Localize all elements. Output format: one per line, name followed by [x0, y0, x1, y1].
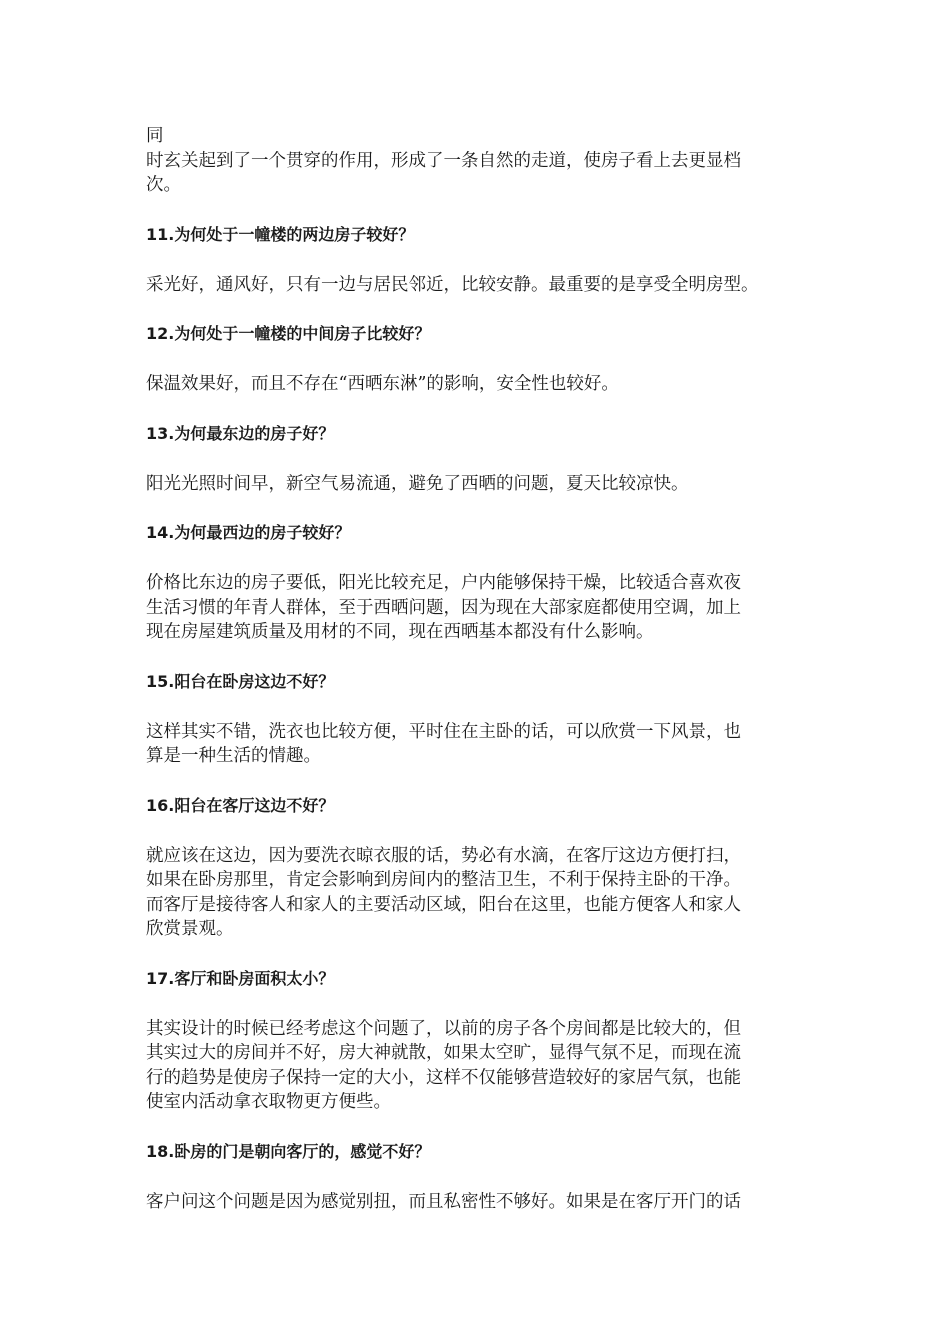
text-line: 价格比东边的房子要低，阳光比较充足，户内能够保持干燥，比较适合喜欢夜	[146, 573, 741, 593]
section-paragraph-14	[146, 571, 816, 645]
section-heading-15: 15.阳台在卧房这边不好？	[146, 671, 335, 691]
text-line: 如果在卧房那里，肯定会影响到房间内的整洁卫生，不利于保持主卧的干净。	[146, 870, 741, 890]
text-line: 时玄关起到了一个贯穿的作用，形成了一条自然的走道，使房子看上去更显档	[146, 150, 741, 171]
text-line: 欣赏景观。	[146, 919, 234, 939]
text-line: 算是一种生活的情趣。	[146, 746, 321, 766]
section-paragraph-15	[146, 720, 816, 769]
section-heading-18: 18.卧房的门是朝向客厅的，感觉不好？	[146, 1141, 431, 1161]
text-line: 就应该在这边，因为要洗衣晾衣服的话，势必有水滴，在客厅这边方便打扫，	[146, 845, 741, 866]
text-line: 生活习惯的年青人群体，至于西晒问题，因为现在大部家庭都使用空调，加上	[146, 597, 741, 618]
text-line: 客户问这个问题是因为感觉别扭，而且私密性不够好。如果是在客厅开门的话	[146, 1191, 741, 1212]
section-heading-12: 12.为何处于一幢楼的中间房子比较好？	[146, 324, 431, 343]
text-line: 使室内活动拿衣取物更方便些。	[146, 1092, 391, 1112]
section-paragraph-18	[146, 1190, 816, 1215]
section-paragraph-16	[146, 844, 816, 942]
text-line: 次。	[146, 175, 181, 195]
text-line: 同	[146, 126, 164, 146]
text-line: 而客厅是接待客人和家人的主要活动区域，阳台在这里，也能方便客人和家人	[146, 894, 741, 915]
text-line: 采光好，通风好，只有一边与居民邻近，比较安静。最重要的是享受全明房型。	[146, 274, 759, 295]
section-paragraph-11	[146, 273, 816, 298]
document-page	[146, 124, 816, 1214]
section-heading-16: 16.阳台在客厅这边不好？	[146, 795, 335, 815]
text-line: 行的趋势是使房子保持一定的大小，这样不仅能够营造较好的家居气氛，也能	[146, 1067, 741, 1088]
section-heading-13: 13.为何最东边的房子好？	[146, 423, 335, 443]
text-line: 这样其实不错，洗衣也比较方便，平时住在主卧的话，可以欣赏一下风景，也	[146, 721, 741, 742]
section-heading-11: 11.为何处于一幢楼的两边房子较好？	[146, 224, 415, 244]
text-line: 其实设计的时候已经考虑这个问题了，以前的房子各个房间都是比较大的，但	[146, 1018, 741, 1039]
section-heading-17: 17.客厅和卧房面积太小？	[146, 968, 335, 988]
section-paragraph-13	[146, 472, 816, 497]
text-line: 保温效果好，而且不存在“西晒东淋”的影响，安全性也较好。	[146, 374, 619, 394]
intro-paragraph	[146, 124, 816, 198]
section-paragraph-17	[146, 1017, 816, 1115]
text-line: 其实过大的房间并不好，房大神就散，如果太空旷，显得气氛不足，而现在流	[146, 1043, 741, 1063]
text-line: 现在房屋建筑质量及用材的不同，现在西晒基本都没有什么影响。	[146, 622, 654, 642]
section-paragraph-12	[146, 372, 816, 397]
section-heading-14: 14.为何最西边的房子较好？	[146, 523, 351, 542]
text-line: 阳光光照时间早，新空气易流通，避免了西晒的问题，夏天比较凉快。	[146, 473, 689, 494]
